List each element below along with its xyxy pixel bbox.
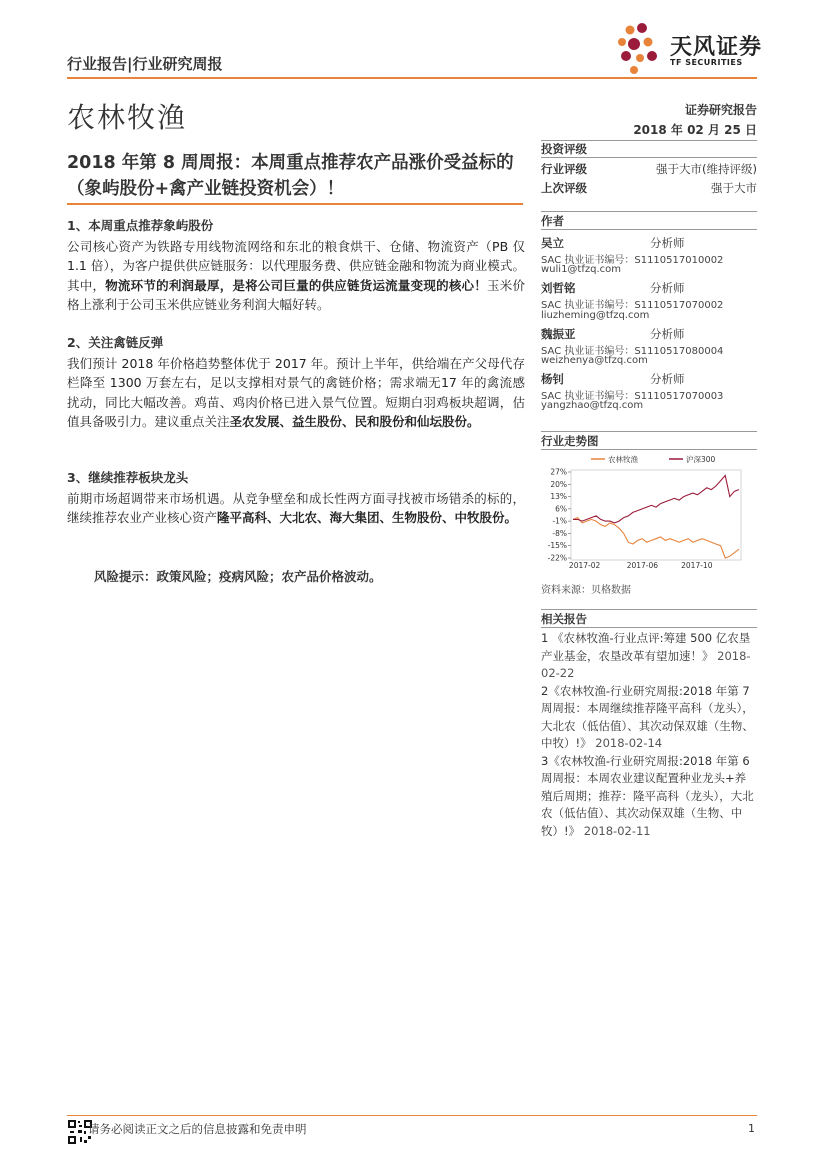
y-tick-label: -15% [547, 541, 567, 551]
trend-heading: 行业走势图 [541, 434, 599, 448]
section-body [67, 237, 525, 315]
author-cert: SAC 执业证书编号：S1110517010002 [541, 255, 724, 266]
author-cert: SAC 执业证书编号：S1110517080004 [541, 346, 724, 357]
page-number: 1 [748, 1122, 755, 1135]
x-tick-label: 2017-02 [568, 561, 601, 570]
chart-source: 资料来源：贝格数据 [541, 585, 631, 596]
industry-rating-value: 强于大市(维持评级) [656, 162, 757, 176]
disclaimer-notice: 请务必阅读正文之后的信息披露和免责申明 [88, 1122, 307, 1136]
related-heading: 相关报告 [541, 612, 587, 626]
report-category: 行业报告|行业研究周报 [67, 55, 223, 73]
author-name: 杨钊 [541, 372, 564, 386]
industry-trend-chart [541, 452, 757, 576]
sidebar-divider [541, 627, 757, 628]
risk-warning: 风险提示：政策风险；疫病风险；农产品价格波动。 [94, 569, 382, 584]
author-cert: SAC 执业证书编号：S1110517070003 [541, 391, 724, 402]
related-title[interactable]: 1 《农林牧渔-行业点评:筹建 500 亿农垦产业基金，农垦改革有望加速！》 [541, 631, 751, 663]
author-name: 吴立 [541, 236, 564, 250]
industry-rating-label: 行业评级 [541, 162, 587, 176]
previous-rating-label: 上次评级 [541, 181, 587, 195]
x-tick-label: 2017-10 [681, 561, 713, 570]
author-email[interactable]: yangzhao@tfzq.com [541, 400, 644, 411]
plot-frame [571, 470, 741, 560]
author-role: 分析师 [650, 327, 685, 341]
y-tick-label: -22% [547, 553, 567, 563]
y-tick-label: 20% [550, 479, 567, 489]
section-heading: 1、本周重点推荐象屿股份 [67, 218, 214, 233]
related-reports-list [541, 630, 757, 840]
y-tick-label: 13% [550, 492, 567, 502]
author-role: 分析师 [650, 372, 685, 386]
section-heading: 3、继续推荐板块龙头 [67, 470, 189, 485]
author-name: 刘哲铭 [541, 281, 576, 295]
related-item[interactable] [541, 753, 757, 841]
sidebar-divider [541, 609, 757, 610]
sidebar-divider [541, 229, 757, 230]
section-2 [67, 333, 525, 432]
section-heading: 2、关注禽链反弹 [67, 335, 164, 350]
body-highlight: 圣农发展、益生股份、民和股份和仙坛股份。 [229, 414, 480, 429]
sector-title: 农林牧渔 [67, 101, 188, 134]
author-email[interactable]: weizhenya@tfzq.com [541, 355, 648, 366]
section-3 [67, 468, 525, 528]
author-role: 分析师 [650, 236, 685, 250]
related-item[interactable] [541, 630, 757, 683]
logo-wordmark: 天风证券 [670, 35, 763, 60]
report-kind: 证券研究报告 [684, 103, 757, 117]
related-title[interactable]: 2《农林牧渔-行业研究周报:2018 年第 7 周周报：本周继续推荐隆平高科（龙头），大北农（低估值）、其次动保双雄（生物、中牧）!》 [541, 683, 754, 750]
author-email[interactable]: liuzheming@tfzq.com [541, 310, 650, 321]
report-date: 2018 年 02 月 25 日 [633, 123, 757, 137]
logo-english: TF SECURITIES [670, 58, 743, 67]
body-text: 前期市场超调带来市场机遇。从竞争壁垒和成长性两方面寻找被市场错杀的标的，继续推荐农业产业核心资产 [67, 490, 525, 525]
y-tick-label: 27% [550, 467, 567, 477]
body-highlight: 物流环节的利润最厚，是将公司巨量的供应链货运流量变现的核心！ [105, 277, 488, 293]
author-email[interactable]: wuli1@tfzq.com [541, 264, 622, 275]
section-1 [67, 216, 525, 315]
y-tick-label: 6% [555, 504, 567, 514]
author-cert: SAC 执业证书编号：S1110517070002 [541, 300, 724, 311]
author-name: 魏振亚 [541, 327, 576, 341]
footer-divider [67, 1115, 757, 1116]
section-body [67, 489, 525, 528]
section-body [67, 354, 525, 432]
body-highlight: 隆平高科、大北农、海大集团、生物股份、中牧股份。 [217, 510, 518, 525]
related-date: 2018-02-22 [541, 648, 751, 680]
series-line-agri [573, 518, 739, 558]
body-text: 玉米价格上涨利于公司玉米供应链业务利润大幅好转。 [67, 277, 525, 312]
x-tick-label: 2017-06 [626, 561, 659, 570]
body-text: 公司核心资产为铁路专用线物流网络和东北的粮食烘干、仓储、物流资产（PB 仅 1.1 倍），为客户提供供应链服务：以代理服务费、供应链金融和物流为商业模式。其中， [67, 238, 525, 293]
series-line-hs300 [573, 476, 739, 523]
title-divider [67, 203, 523, 205]
rating-heading: 投资评级 [541, 142, 587, 156]
author-role: 分析师 [650, 281, 685, 295]
legend-label: 农林牧渔 [608, 455, 638, 464]
legend-label: 沪深300 [686, 455, 716, 464]
related-title[interactable]: 3《农林牧渔-行业研究周报:2018 年第 6 周周报：本周农业建议配置种业龙头+养殖后周期；推荐：隆平高科（龙头），大北农（低估值）、其次动保双雄（生物、中牧）!》 [541, 753, 754, 838]
previous-rating-value: 强于大市 [711, 181, 757, 195]
authors-heading: 作者 [541, 214, 564, 228]
sidebar-divider [541, 211, 757, 212]
y-tick-label: -1% [552, 516, 567, 526]
related-date: 2018-02-11 [583, 823, 651, 838]
report-title: 2018 年第 8 周周报：本周重点推荐农产品涨价受益标的（象屿股份+禽产业链投资机会）！ [67, 153, 514, 199]
sidebar-divider [541, 431, 757, 432]
related-item[interactable] [541, 683, 757, 753]
related-date: 2018-02-14 [595, 736, 663, 750]
y-tick-label: -8% [552, 528, 567, 538]
body-text: 我们预计 2018 年价格趋势整体优于 2017 年。预计上半年，供给端在产父母代存栏降至 1300 万套左右，足以支撑相对景气的禽链价格；需求端无17 年的禽流感扰动，同比大幅改善。鸡苗、鸡肉价格已进入景气位置。短期白羽鸡板块超调，估值具备吸引力。建议重点关注 [67, 355, 525, 429]
sidebar-divider [541, 449, 757, 450]
sidebar-divider [541, 157, 757, 158]
